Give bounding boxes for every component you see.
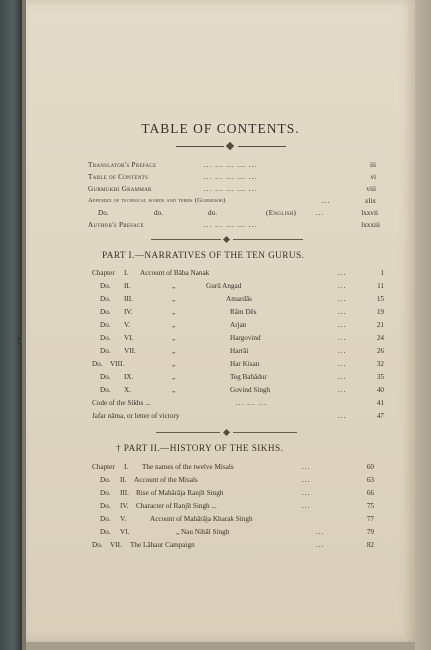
chapter-row: Chapter I. The names of the twelve Misals ... 60 [92,463,374,471]
ornament-diamond-icon [226,142,234,150]
chapter-row: Do. VII. The Lâhaur Campaign ... 82 [92,541,374,549]
chapter-row: Do. IV. Character of Ranjît Singh ... ... 75 [100,502,374,510]
chapter-row: Chapter I. Account of Bâba Nanak ... 1 [92,269,384,277]
chapter-row: Do. III. „ Amardâs ... 15 [100,295,384,303]
chapter-row: Do. V. „ Arjan ... 21 [100,321,384,329]
chapter-row: Do. II. „ Gurû Angad ... 11 [100,282,384,290]
part2-heading [116,444,283,454]
toc-row: Code of the Sikhs ... ... ... ... 41 [92,399,384,407]
chapter-row: Do. IV. „ Râm Dês ... 19 [100,308,384,316]
chapter-row: Do. VI. „ Nau Nihâl Singh ... 79 [100,528,374,536]
chapter-row: Do. VIII. „ Har Kisan ... 32 [92,360,384,368]
binding-stitch [18,338,20,340]
divider-diamond-icon [223,429,230,436]
chapter-row: Do. VII. „ Harrâi ... 26 [100,347,384,355]
page-title: TABLE OF CONTENTS. [141,121,300,136]
part2-heading-text: PART II.—HISTORY OF THE SIKHS. [123,444,284,454]
toc-row: Gurmukhi Grammar ... ... ... ... ... viii [88,185,376,193]
chapter-row: Do. IX. „ Teg Bahâdur ... 35 [100,373,384,381]
next-page-edge [415,0,431,650]
section-divider-left [156,432,220,433]
chapter-row: Do. III. Rise of Mahârâja Ranjît Singh ... 66 [100,489,374,497]
section-divider-right [233,239,303,240]
toc-row: Table of Contents ... ... ... ... ... vi [88,173,376,181]
ornament-line-left [176,146,224,147]
toc-row: Translator's Preface ... ... ... ... ... iii [88,161,376,169]
toc-row: Appendix of technical words and terms (Gurmukhi) ... xlix [88,197,376,205]
section-divider-left [151,239,221,240]
toc-row: Do. do. do. (English) ... lxxvii [98,209,378,217]
book-cover-spine [0,0,22,650]
ornament-line-right [238,146,286,147]
part1-heading: PART I.—NARRATIVES OF THE TEN GURUS. [102,251,305,261]
toc-row: Jafar nâma, or letter of victory ... 47 [92,412,384,420]
title-ornament [176,143,286,151]
page-bottom-edge [26,642,415,650]
section-divider-right [233,432,297,433]
toc-row: Author's Preface ... ... ... ... ... lxxxiii [88,221,380,229]
divider-diamond-icon [223,236,230,243]
chapter-row: Do. II. Account of the Misals ... 63 [100,476,374,484]
dagger-mark: † [116,444,122,454]
chapter-row: Do. V. Account of Mahârâja Kharak Singh 77 [100,515,374,523]
chapter-row: Do. VI. „ Hargovind ... 24 [100,334,384,342]
book-page [26,0,415,642]
chapter-row: Do. X. „ Govind Singh ... 40 [100,386,384,394]
binding-stitch [18,342,20,344]
